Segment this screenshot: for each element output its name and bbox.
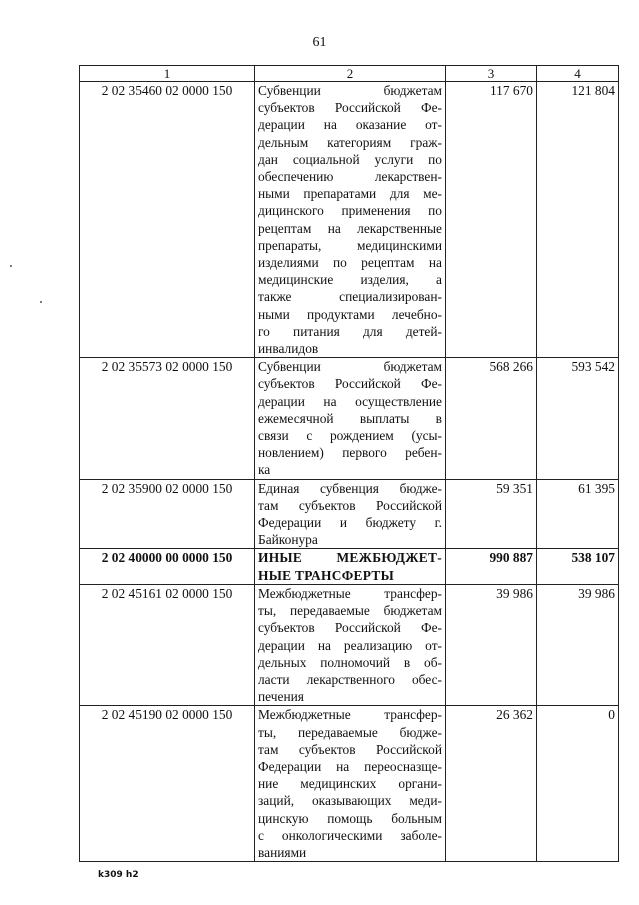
description-line: дан социальной услуги по (258, 151, 442, 167)
budget-code: 2 02 45190 02 0000 150 (80, 706, 255, 862)
income-description (255, 479, 446, 549)
income-description (255, 584, 446, 705)
description-line: ты, передаваемые бюджетам (258, 603, 442, 619)
amount-col4: 0 (537, 706, 619, 862)
description-line: Субвенции бюджетам (258, 359, 442, 375)
income-description (255, 82, 446, 358)
description-line: там субъектов Российской (258, 497, 442, 513)
table-row (80, 706, 619, 862)
description-line: цинскую помощь больным (258, 810, 442, 826)
description-line: субъектов Российской Фе- (258, 100, 442, 116)
amount-col4: 61 395 (537, 479, 619, 549)
description-line: Субвенции бюджетам (258, 83, 442, 98)
description-line: дерации на оказание от- (258, 117, 442, 133)
table-row (80, 479, 619, 549)
description-line: дельным категориям граж- (258, 134, 442, 150)
description-line: дерации на осуществление (258, 393, 442, 409)
description-line: изделиями по рецептам на (258, 255, 442, 271)
budget-code: 2 02 45161 02 0000 150 (80, 584, 255, 705)
table-row (80, 358, 619, 479)
amount-col4: 593 542 (537, 358, 619, 479)
description-line: Межбюджетные трансфер- (258, 585, 442, 601)
budget-code: 2 02 35573 02 0000 150 (80, 358, 255, 479)
description-line: обеспечению лекарствен- (258, 169, 442, 185)
description-line: дельных полномочий в об- (258, 654, 442, 670)
description-line: ваниями (258, 844, 307, 860)
amount-col4: 39 986 (537, 584, 619, 705)
description-line: Единая субвенция бюдже- (258, 480, 442, 496)
description-line: субъектов Российской Фе- (258, 376, 442, 392)
description-line: субъектов Российской Фе- (258, 620, 442, 636)
column-header-1: 1 (80, 66, 255, 82)
description-line: дицинского применения по (258, 203, 442, 219)
description-line: НЫЕ ТРАНСФЕРТЫ (258, 567, 395, 583)
amount-col3: 568 266 (446, 358, 537, 479)
description-line: с онкологическими заболе- (258, 827, 442, 843)
amount-col3: 26 362 (446, 706, 537, 862)
description-line: печения (258, 689, 304, 705)
description-line: Федерации и бюджету г. (258, 515, 442, 531)
budget-code: 2 02 40000 00 0000 150 (80, 549, 255, 584)
description-line: ежемесячной выплаты в (258, 410, 442, 426)
document-footer-code: k309 h2 (98, 870, 139, 880)
description-line: новлением) первого ребен- (258, 445, 442, 461)
amount-col3: 117 670 (446, 82, 537, 358)
budget-table (79, 65, 619, 862)
description-line: Федерации на переосназще- (258, 758, 442, 774)
description-line: дерации на реализацию от- (258, 637, 442, 653)
description-line: инвалидов (258, 341, 319, 357)
column-header-3: 3 (446, 66, 537, 82)
page-number: 61 (312, 35, 327, 50)
description-line: рецептам на лекарственные (258, 220, 442, 236)
budget-code: 2 02 35460 02 0000 150 (80, 82, 255, 358)
description-line: ными препаратами для ме- (258, 186, 442, 202)
description-line: ными продуктами лечебно- (258, 306, 442, 322)
column-header-4: 4 (537, 66, 619, 82)
amount-col3: 39 986 (446, 584, 537, 705)
description-line: там субъектов Российской (258, 741, 442, 757)
amount-col4: 538 107 (537, 549, 619, 584)
column-header-2: 2 (255, 66, 446, 82)
income-description (255, 706, 446, 862)
table-row (80, 584, 619, 705)
description-line: заций, оказывающих меди- (258, 793, 442, 809)
scan-mark (40, 301, 42, 303)
description-line: медицинские изделия, а (258, 272, 442, 288)
amount-col3: 59 351 (446, 479, 537, 549)
description-line: ние медицинских органи- (258, 776, 442, 792)
description-line: препараты, медицинскими (258, 237, 442, 253)
description-line: связи с рождением (усы- (258, 428, 442, 444)
budget-code: 2 02 35900 02 0000 150 (80, 479, 255, 549)
description-line: ИНЫЕ МЕЖБЮДЖЕТ- (258, 550, 442, 566)
amount-col4: 121 804 (537, 82, 619, 358)
description-line: ты, передаваемые бюдже- (258, 724, 442, 740)
scan-mark (10, 265, 12, 267)
description-line: также специализирован- (258, 289, 442, 305)
description-line: го питания для детей- (258, 323, 442, 339)
income-description (255, 549, 446, 584)
table-row (80, 82, 619, 358)
amount-col3: 990 887 (446, 549, 537, 584)
table-header-row (80, 66, 619, 82)
description-line: Межбюджетные трансфер- (258, 707, 442, 723)
description-line: ка (258, 462, 271, 478)
income-description (255, 358, 446, 479)
description-line: ласти лекарственного обес- (258, 671, 442, 687)
table-row (80, 549, 619, 584)
description-line: Байконура (258, 532, 318, 548)
